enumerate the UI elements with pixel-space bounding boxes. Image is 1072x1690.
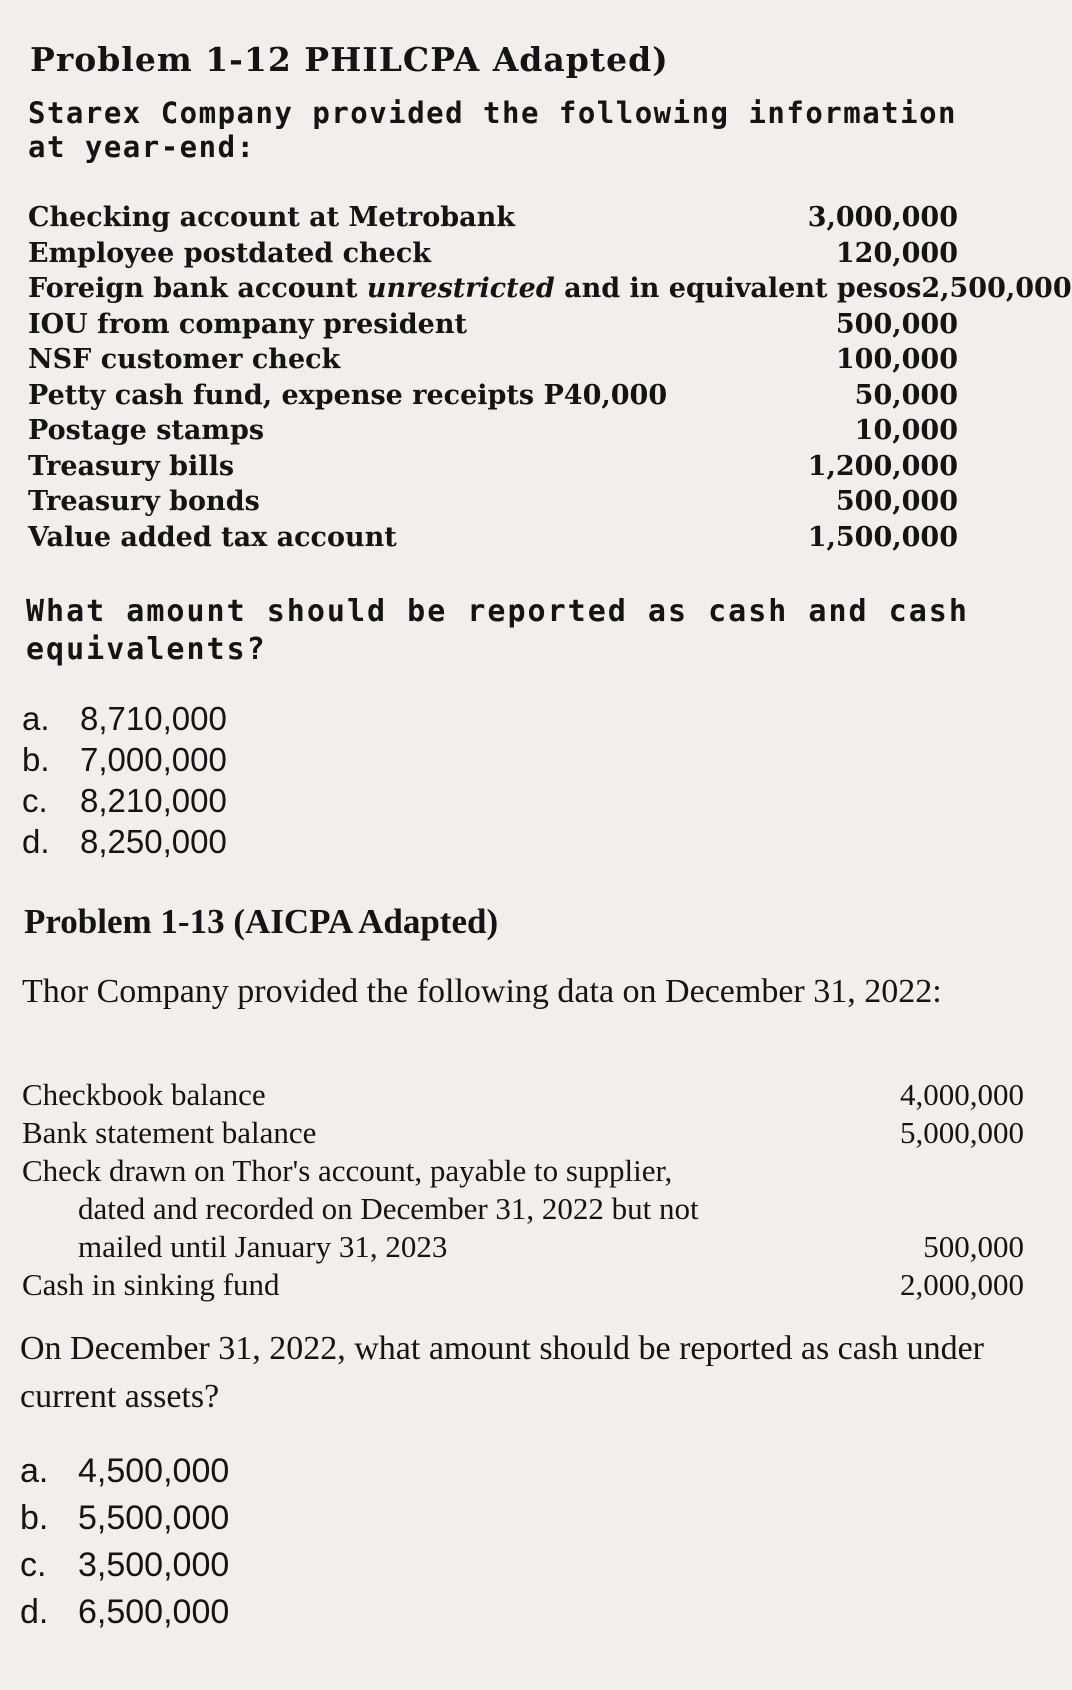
item-amount: 10,000 <box>854 415 958 446</box>
item-label: Foreign bank account unrestricted and in equivalent pesos <box>28 273 922 304</box>
choice-letter: c. <box>22 782 48 819</box>
choice-text: 8,710,000 <box>80 700 227 737</box>
item-label-line: mailed until January 31, 2023 <box>78 1229 448 1264</box>
item-label: Checkbook balance <box>22 1077 266 1112</box>
choice-letter: a. <box>22 700 50 737</box>
item-label: IOU from company president <box>28 308 467 340</box>
item-label: Value added tax account <box>28 521 397 553</box>
answer-choice-d[interactable] <box>20 1589 229 1636</box>
list-item <box>28 200 958 236</box>
list-item <box>22 1114 1024 1152</box>
answer-choice-a[interactable] <box>22 698 227 739</box>
problem-12-intro: Starex Company provided the following information at year-end: <box>28 96 958 165</box>
problem-12-item-list <box>28 200 1072 555</box>
answer-choice-c[interactable] <box>20 1542 229 1589</box>
choice-text: 8,250,000 <box>80 823 227 860</box>
item-amount: 1,500,000 <box>807 521 958 553</box>
choice-text: 4,500,000 <box>78 1452 230 1490</box>
answer-choice-b[interactable] <box>22 739 227 780</box>
item-amount: 5,000,000 <box>900 1115 1024 1150</box>
answer-choice-a[interactable] <box>20 1448 229 1495</box>
problem-13-intro: Thor Company provided the following data on December 31, 2022: <box>22 973 942 1010</box>
item-amount: 3,000,000 <box>807 202 958 233</box>
choice-text: 3,500,000 <box>78 1546 230 1584</box>
list-item <box>28 236 958 272</box>
problem-12-choices <box>22 698 227 862</box>
item-label: Postage stamps <box>28 415 265 446</box>
problem-13-question: On December 31, 2022, what amount should be reported as cash under current assets? <box>20 1330 985 1415</box>
problem-13-title: Problem 1-13 (AICPA Adapted) <box>24 902 499 941</box>
item-amount: 2,000,000 <box>900 1267 1024 1302</box>
list-item <box>28 520 958 556</box>
list-item <box>28 449 958 485</box>
item-label-line: Check drawn on Thor's account, payable to supplier, <box>22 1153 673 1188</box>
item-label: Petty cash fund, expense receipts P40,000 <box>28 379 668 411</box>
item-label: Checking account at Metrobank <box>28 202 515 233</box>
problem-13-item-list <box>22 1076 1024 1304</box>
item-amount: 500,000 <box>835 308 958 340</box>
choice-text: 7,000,000 <box>80 741 227 778</box>
item-amount: 1,200,000 <box>807 450 958 482</box>
choice-text: 8,210,000 <box>80 782 227 819</box>
problem-12-question: What amount should be reported as cash and cash equivalents? <box>26 594 969 667</box>
list-item <box>28 307 958 343</box>
problem-13-choices <box>20 1448 229 1636</box>
item-label: Treasury bills <box>28 450 235 482</box>
item-label: Bank statement balance <box>22 1115 317 1150</box>
item-amount: 100,000 <box>835 344 958 375</box>
list-item <box>22 1152 1024 1266</box>
choice-letter: c. <box>20 1546 47 1584</box>
choice-letter: b. <box>22 741 50 778</box>
list-item <box>28 484 958 520</box>
choice-text: 6,500,000 <box>78 1593 230 1631</box>
list-item <box>28 378 958 414</box>
choice-text: 5,500,000 <box>78 1499 230 1537</box>
item-label: Treasury bonds <box>28 486 260 517</box>
item-amount: 50,000 <box>854 379 958 411</box>
answer-choice-b[interactable] <box>20 1495 229 1542</box>
list-item <box>28 342 958 378</box>
choice-letter: d. <box>22 823 50 860</box>
item-label: NSF customer check <box>28 344 341 375</box>
item-amount: 4,000,000 <box>900 1077 1024 1112</box>
choice-letter: d. <box>20 1593 49 1631</box>
choice-letter: b. <box>20 1499 49 1537</box>
item-amount: 120,000 <box>835 237 958 269</box>
answer-choice-c[interactable] <box>22 780 227 821</box>
item-amount: 500,000 <box>835 486 958 517</box>
list-item <box>22 1266 1024 1304</box>
item-label-line: dated and recorded on December 31, 2022 but not <box>78 1191 699 1226</box>
problem-12-title: Problem 1-12 PHILCPA Adapted) <box>30 40 669 79</box>
list-item <box>22 1076 1024 1114</box>
item-amount: 500,000 <box>923 1229 1024 1264</box>
item-amount: 2,500,000 <box>921 273 1072 304</box>
choice-letter: a. <box>20 1452 49 1490</box>
list-item <box>28 271 1072 307</box>
answer-choice-d[interactable] <box>22 821 227 862</box>
item-label: Employee postdated check <box>28 237 431 269</box>
item-label: Cash in sinking fund <box>22 1267 280 1302</box>
list-item <box>28 413 958 449</box>
